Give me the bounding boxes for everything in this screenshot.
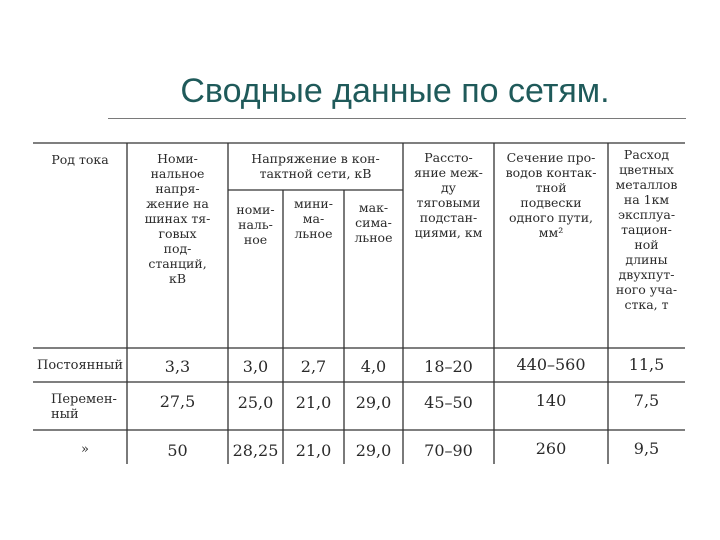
row-1-distance: 18–20: [424, 357, 473, 376]
row-1-nominal-bus: 3,3: [164, 357, 191, 376]
row-1-min: 2,7: [300, 357, 327, 376]
networks-summary-table: [33, 142, 685, 464]
row-3-current-type: »: [81, 442, 89, 457]
row-2-metal: 7,5: [633, 391, 660, 410]
row-1-metal: 11,5: [628, 355, 665, 374]
header-wire-section: Сечение про- водов контак- тной подвески одного пути, мм²: [505, 150, 597, 240]
subheader-minimal: мини- ма- льное: [294, 196, 333, 241]
header-nominal-bus-voltage: Номи- нальное напря- жение на шинах тя- говых под- станций, кВ: [144, 151, 211, 286]
row-3-nominal: 28,25: [232, 441, 279, 460]
row-2-min: 21,0: [295, 393, 332, 412]
header-substation-distance: Рассто- яние меж- ду тяговыми подстан- циями, км: [414, 150, 483, 240]
header-current-type: Род тока: [51, 152, 109, 167]
row-2-max: 29,0: [355, 393, 392, 412]
header-contact-network-voltage: Напряжение в кон- тактной сети, кВ: [251, 151, 380, 181]
row-2-distance: 45–50: [424, 393, 473, 412]
row-3-min: 21,0: [295, 441, 332, 460]
row-3-metal: 9,5: [633, 439, 660, 458]
row-3-max: 29,0: [355, 441, 392, 460]
row-3-distance: 70–90: [424, 441, 473, 460]
row-3-section: 260: [535, 439, 567, 458]
subheader-maximal: мак- сима- льное: [354, 200, 393, 245]
row-3-nominal-bus: 50: [167, 441, 188, 460]
row-2-nominal-bus: 27,5: [159, 392, 196, 411]
title-underline: [108, 118, 686, 119]
row-1-max: 4,0: [360, 357, 387, 376]
row-1-current-type: Постоянный: [37, 358, 124, 373]
row-1-section: 440–560: [516, 355, 586, 374]
header-nonferrous-metal-use: Расход цветных металлов на 1км эксплуа- тацион- ной длины двухпут- ного уча- стка, т: [615, 147, 678, 312]
subheader-nominal: номи- наль- ное: [236, 202, 275, 247]
row-1-nominal: 3,0: [242, 357, 269, 376]
row-2-current-type: Перемен- ный: [51, 392, 117, 422]
row-2-nominal: 25,0: [237, 393, 274, 412]
row-2-section: 140: [535, 391, 567, 410]
slide-title: Сводные данные по сетям.: [180, 72, 610, 110]
